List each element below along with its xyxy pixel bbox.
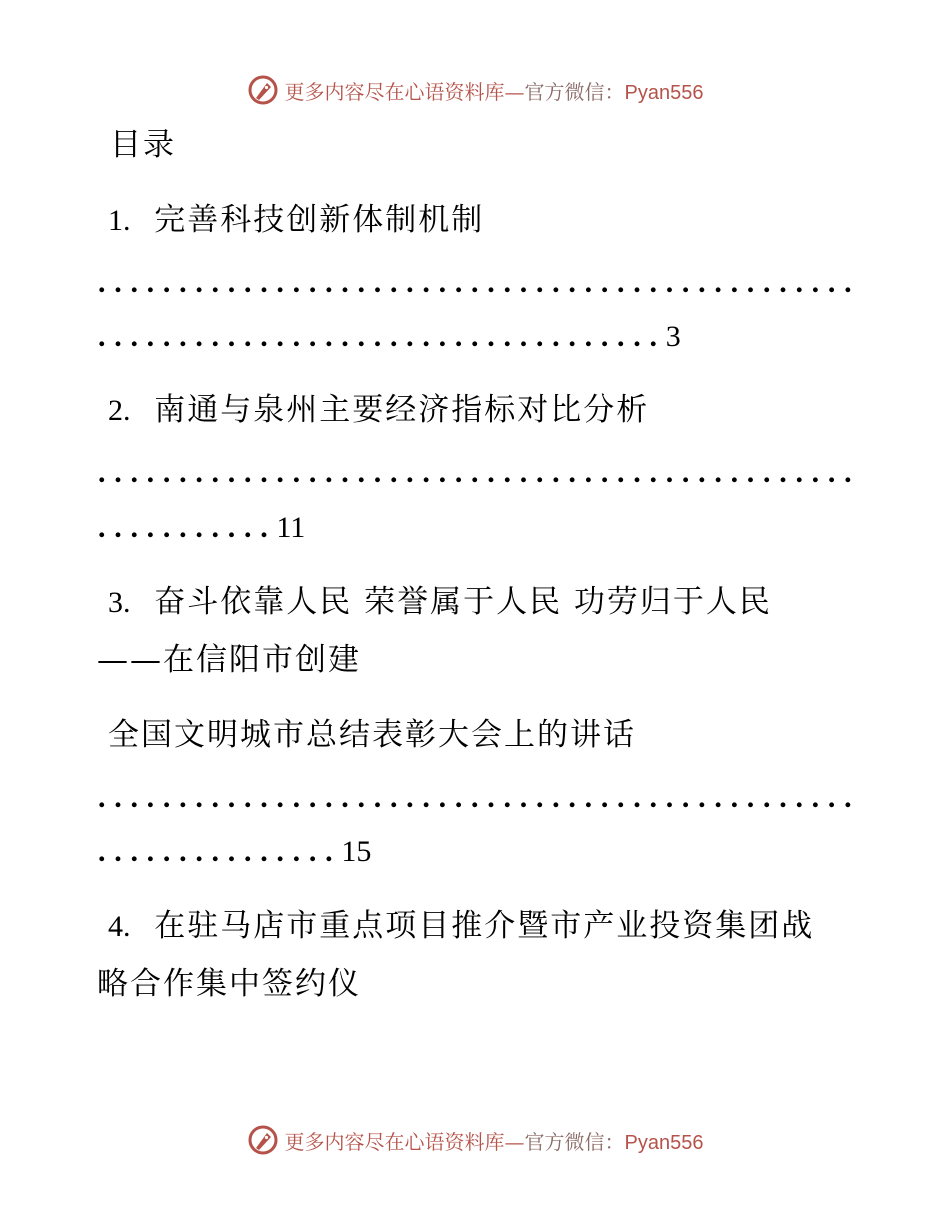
watermark-wechat-label: 官方微信： [524,79,625,104]
toc-entry-3-title-line-1[interactable] [108,582,772,623]
watermark-separator: — [504,1129,525,1154]
watermark-wechat-id: Pyan556 [624,81,704,104]
toc-entry-2-title-line[interactable] [108,390,649,431]
toc-entry-1-page-number[interactable]: 3 [665,320,681,353]
toc-entry-number: 4. [108,910,131,943]
toc-entry-number: 3. [108,586,131,619]
toc-entry-1-leader-dots: ............................................... [98,266,861,299]
pen-nib-logo-icon [247,1124,279,1156]
toc-entry-2-leader-dots: ............................................... [98,456,861,489]
toc-entry-3-title-line-2[interactable]: ——在信阳市创建 [97,642,361,678]
toc-entry-4-title-line-2[interactable]: 略合作集中签约仪 [97,966,361,1002]
toc-entry-1-leader-dots-end [98,317,681,357]
toc-entry-2-leader-dots-end [98,508,305,548]
leader-dots: ................................... [98,320,666,353]
toc-entry-number: 1. [108,204,131,237]
leader-dots: ........... [98,511,277,544]
toc-entry-3-title-line-3[interactable]: 全国文明城市总结表彰大会上的讲话 [108,717,636,753]
watermark-banner-top [0,70,950,110]
pen-nib-logo-icon [247,74,279,106]
watermark-separator: — [504,79,525,104]
watermark-main-text: 更多内容尽在心语资料库 [284,79,505,104]
toc-entry-1-title-line[interactable] [108,200,484,241]
toc-entry-title: 南通与泉州主要经济指标对比分析 [154,392,650,428]
leader-dots: ............... [98,835,342,868]
toc-entry-title: 在驻马店市重点项目推介暨市产业投资集团战 [154,908,815,944]
toc-entry-3-page-number[interactable]: 15 [341,835,372,868]
watermark-banner-bottom [0,1120,950,1160]
watermark-wechat-label: 官方微信： [524,1129,625,1154]
toc-heading: 目录 [110,127,176,163]
toc-entry-title: 完善科技创新体制机制 [154,202,485,238]
watermark-main-text: 更多内容尽在心语资料库 [284,1129,505,1154]
toc-entry-3-leader-dots: ............................................... [98,781,861,814]
watermark-text [285,1126,704,1155]
watermark-text [285,76,704,105]
toc-entry-3-leader-dots-end [98,832,371,872]
toc-entry-number: 2. [108,394,131,427]
toc-entry-4-title-line-1[interactable] [108,906,814,947]
toc-entry-2-page-number[interactable]: 11 [276,511,306,544]
toc-entry-title: 奋斗依靠人民 荣誉属于人民 功劳归于人民 [154,584,772,620]
watermark-wechat-id: Pyan556 [624,1131,704,1154]
